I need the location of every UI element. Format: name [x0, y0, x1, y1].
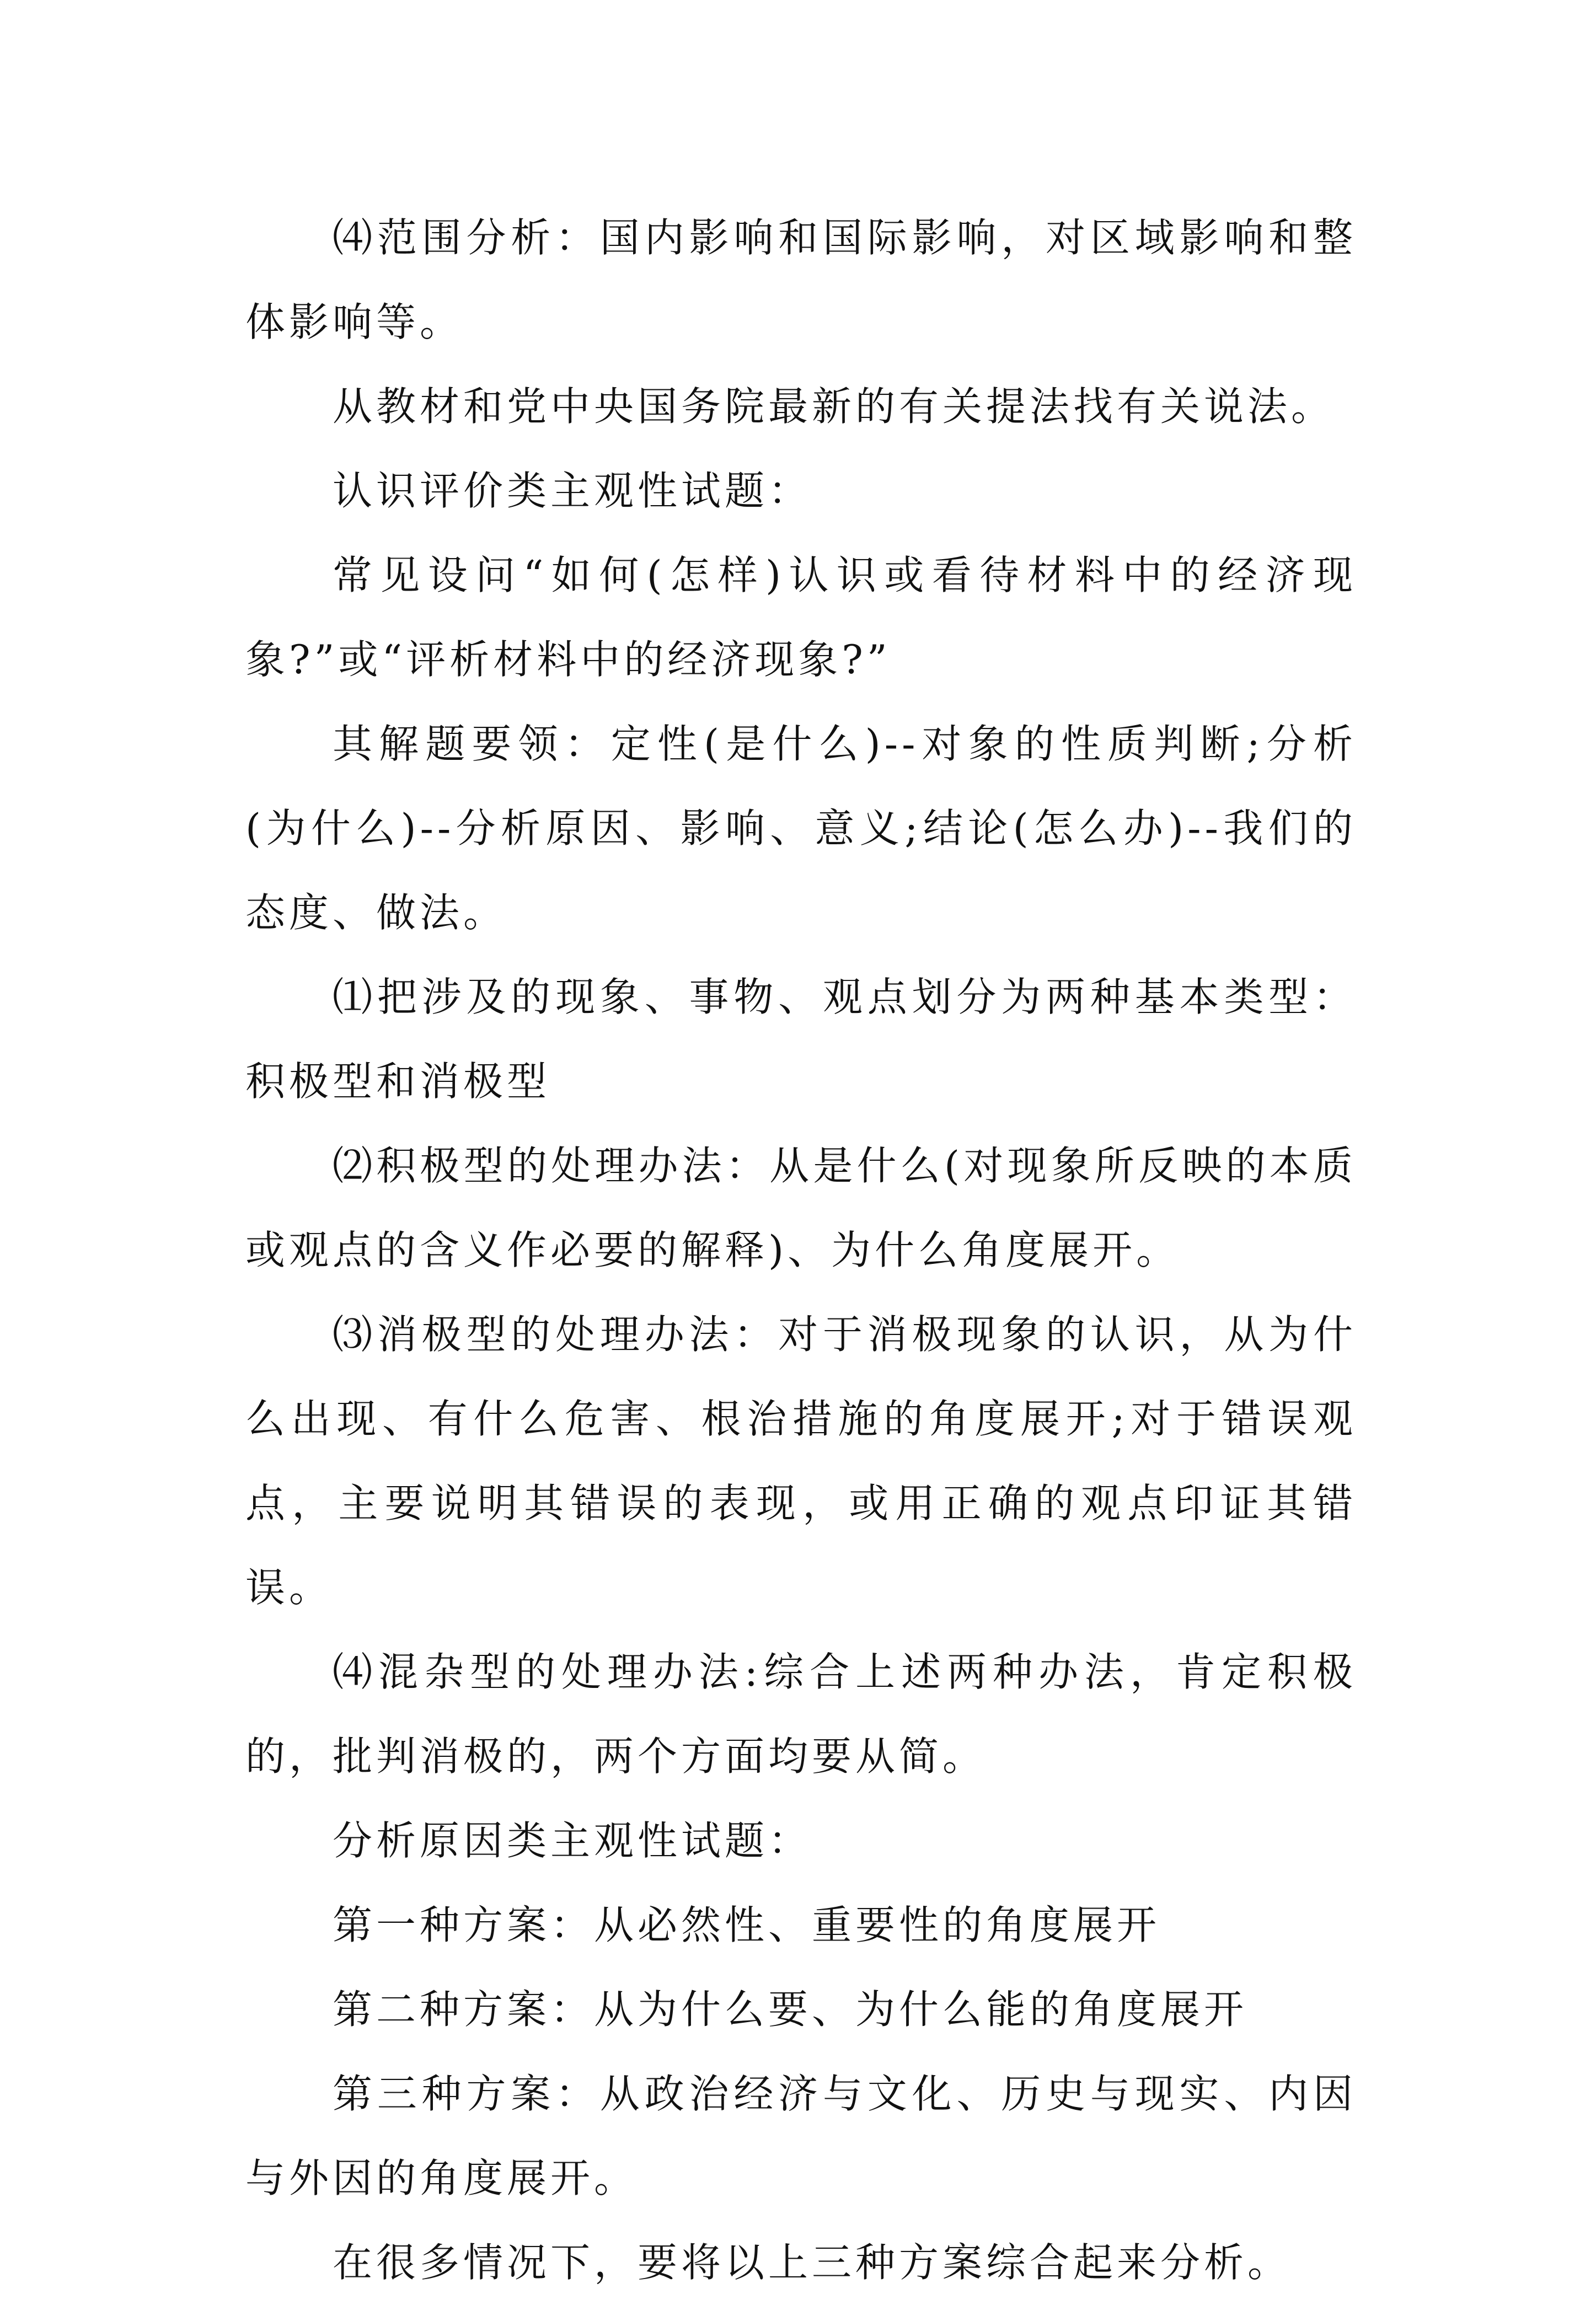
paragraph-conclusion: 在很多情况下，要将以上三种方案综合起来分析。 [333, 2239, 1292, 2286]
paragraph-plan-2: 第二种方案：从为什么要、为什么能的角度展开 [333, 1986, 1248, 2033]
paragraph-step-4: ⑷混杂型的处理办法:综合上述两种办法，肯定积极的，批判消极的，两个方面均要从简。 [245, 1649, 1357, 1779]
paragraph-common-questions: 常见设问“如何(怎样)认识或看待材料中的经济现象?”或“评析材料中的经济现象?” [245, 552, 1357, 683]
paragraph-plan-3: 第三种方案：从政治经济与文化、历史与现实、内因与外因的角度展开。 [245, 2071, 1357, 2201]
paragraph-source-note: 从教材和党中央国务院最新的有关提法找有关说法。 [333, 383, 1335, 430]
document-body [245, 196, 1357, 2305]
paragraph-scope-analysis: ⑷范围分析：国内影响和国际影响，对区域影响和整体影响等。 [245, 215, 1357, 345]
heading-cause-analysis: 分析原因类主观性试题： [333, 1818, 812, 1864]
paragraph-step-2: ⑵积极型的处理办法：从是什么(对现象所反映的本质或观点的含义作必要的解释)、为什么角度展开。 [245, 1143, 1357, 1273]
paragraph-step-3: ⑶消极型的处理办法：对于消极现象的认识，从为什么出现、有什么危害、根治措施的角度展开;对于错误观点，主要说明其错误的表现，或用正确的观点印证其错误。 [245, 1311, 1357, 1611]
paragraph-step-1: ⑴把涉及的现象、事物、观点划分为两种基本类型：积极型和消极型 [245, 974, 1357, 1105]
paragraph-key-points: 其解题要领：定性(是什么)--对象的性质判断;分析(为什么)--分析原因、影响、意义;结论(怎么办)--我们的态度、做法。 [245, 721, 1357, 936]
paragraph-plan-1: 第一种方案：从必然性、重要性的角度展开 [333, 1902, 1161, 1948]
heading-evaluation-questions: 认识评价类主观性试题： [333, 468, 812, 514]
